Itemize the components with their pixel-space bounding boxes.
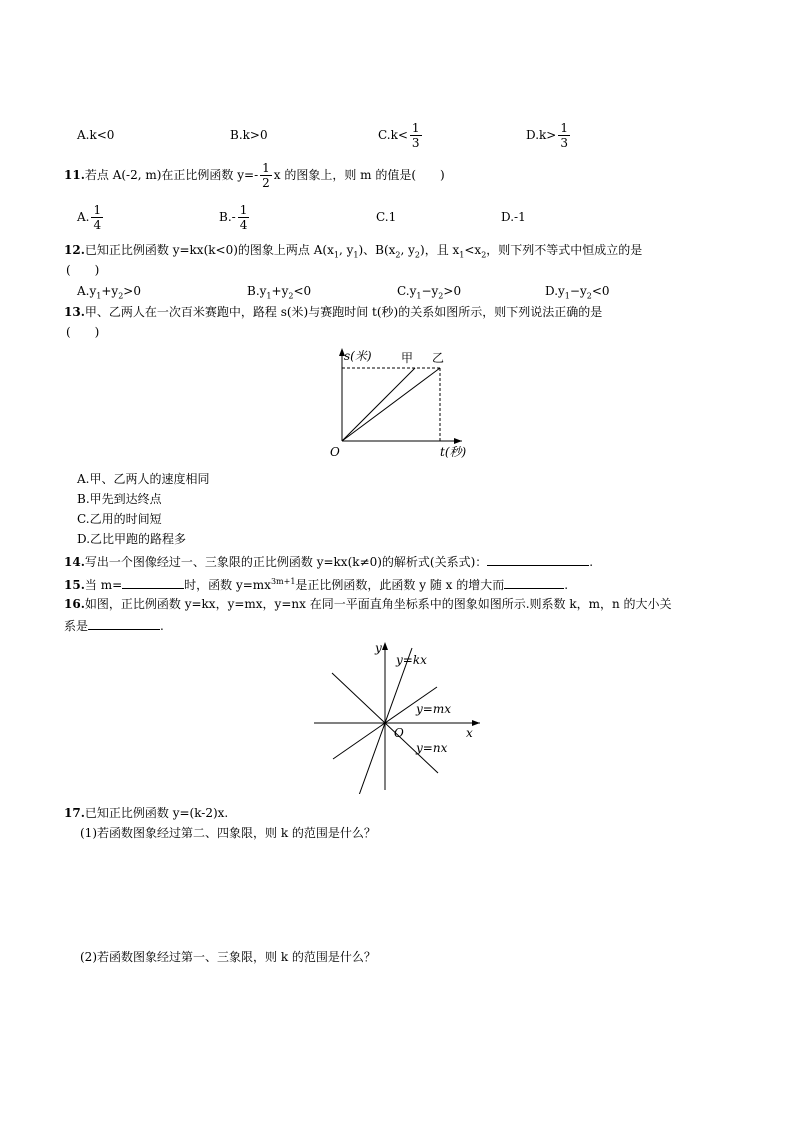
- q16-text: 系是: [64, 619, 89, 633]
- q10-option-d: [526, 117, 572, 153]
- q13-option-d: [77, 531, 186, 547]
- q13-stem-line2: [66, 324, 99, 340]
- subscript: 1: [353, 250, 359, 260]
- q11-option-a-text: A.: [77, 210, 90, 224]
- superscript: 3m+1: [270, 577, 296, 586]
- x-axis-arrow: [472, 720, 480, 726]
- q12-option-text: −y: [569, 284, 587, 298]
- y-axis-label: y: [375, 641, 382, 655]
- y-axis-label: s(米): [344, 349, 372, 363]
- q11-stem: [64, 157, 445, 193]
- q15-text: 是正比例函数，此函数 y 随 x 的增大而: [295, 578, 505, 592]
- q12-option-text: +y: [101, 284, 119, 298]
- subscript: 2: [481, 250, 487, 260]
- q11-option-a-fraction: [91, 203, 103, 232]
- q16-figure: [312, 640, 486, 794]
- q13-stem-line1: [64, 304, 602, 320]
- fraction-numerator: 1: [93, 203, 102, 217]
- q16-answer-blank[interactable]: [88, 617, 160, 630]
- q12-option-text: C.y: [397, 284, 417, 298]
- q13-text: 甲、乙两人在一次百米赛跑中，路程 s(米)与赛跑时间 t(秒)的关系如图所示，则下列说法正确的是: [84, 305, 603, 319]
- q12-option-text: A.y: [77, 284, 97, 298]
- subscript: 1: [564, 291, 570, 301]
- q10-option-b: [230, 127, 268, 143]
- q12-option-text: <0: [591, 284, 610, 298]
- q15-end-punct: .: [564, 578, 569, 592]
- q13-option-b-text: B.甲先到达终点: [77, 492, 162, 506]
- q15-m-blank[interactable]: [122, 576, 184, 589]
- fraction-denominator: 3: [560, 136, 568, 150]
- fraction-numerator: 1: [262, 161, 270, 175]
- q12-option-text: <0: [293, 284, 312, 298]
- q11-option-b-text: B.-: [219, 210, 236, 224]
- q17-text: 已知正比例函数 y=(k-2)x.: [84, 806, 229, 820]
- q12-option-a: [77, 283, 141, 304]
- q17-part-2: [80, 949, 376, 965]
- line-jia-label: 甲: [401, 351, 414, 365]
- q11-option-d-text: D.-1: [501, 210, 526, 224]
- subscript: 1: [416, 291, 422, 301]
- subscript: 1: [459, 250, 465, 260]
- q10-option-c: [378, 117, 424, 153]
- answer-paren: ( ): [66, 263, 100, 277]
- fraction-numerator: 1: [411, 121, 420, 135]
- line-jia: [342, 368, 415, 441]
- q11-option-c: [376, 209, 396, 225]
- q11-fraction: [260, 161, 272, 190]
- q13-option-c-text: C.乙用的时间短: [77, 512, 162, 526]
- q11-option-d: [501, 209, 526, 225]
- q11-option-c-text: C.1: [376, 210, 397, 224]
- q13-figure: [322, 344, 472, 462]
- line-nx-label: y=nx: [416, 741, 448, 755]
- q10-option-b-text: B.k>0: [230, 128, 268, 142]
- q12-option-text: B.y: [247, 284, 267, 298]
- fraction-numerator: 1: [239, 203, 248, 217]
- subscript: 2: [118, 291, 124, 301]
- q14-text: 写出一个图像经过一、三象限的正比例函数 y=kx(k≠0)的解析式(关系式)：: [84, 555, 488, 569]
- x-axis-arrow: [454, 438, 462, 444]
- question-number: 14.: [64, 555, 85, 569]
- subscript: 2: [414, 250, 421, 260]
- q12-text: <x: [464, 243, 482, 257]
- fraction-denominator: 4: [93, 218, 102, 232]
- line-yi-label: 乙: [432, 351, 445, 365]
- q13-option-a: [77, 471, 209, 487]
- q10-option-a: [77, 127, 114, 143]
- subscript: 2: [586, 291, 592, 301]
- q13-option-a-text: A.甲、乙两人的速度相同: [77, 472, 210, 486]
- origin-label: O: [394, 726, 404, 740]
- question-number: 13.: [64, 305, 85, 319]
- q12-option-text: +y: [271, 284, 289, 298]
- q12-option-text: >0: [443, 284, 462, 298]
- subscript: 1: [96, 291, 102, 301]
- q12-option-b: [247, 283, 311, 304]
- answer-paren: ( ): [66, 325, 100, 339]
- q13-option-b: [77, 491, 162, 507]
- q15-trend-blank[interactable]: [504, 576, 564, 589]
- q13-option-c: [77, 511, 162, 527]
- q10-option-a-text: A.k<0: [77, 128, 115, 142]
- q12-option-text: D.y: [545, 284, 565, 298]
- y-axis-arrow: [382, 642, 388, 650]
- q12-text: 已知正比例函数 y=kx(k<0)的图象上两点 A(x: [84, 243, 334, 257]
- q11-text-pre: 若点 A(-2, m)在正比例函数 y=-: [84, 168, 259, 182]
- q14-end-punct: .: [589, 555, 594, 569]
- line-mx-label: y=mx: [416, 702, 451, 716]
- q12-text: )，且 x: [420, 243, 460, 257]
- q13-option-d-text: D.乙比甲跑的路程多: [77, 532, 187, 546]
- subscript: 1: [333, 250, 339, 260]
- q15-stem: [64, 574, 568, 593]
- subscript: 2: [288, 291, 294, 301]
- fraction-denominator: 2: [262, 176, 270, 190]
- q10-option-d-fraction: [558, 121, 570, 150]
- subscript: 2: [395, 250, 401, 260]
- q14-stem: [64, 553, 593, 570]
- q10-option-c-fraction: [410, 121, 422, 150]
- subscript: 2: [438, 291, 444, 301]
- question-number: 17.: [64, 806, 85, 820]
- q14-answer-blank[interactable]: [487, 553, 589, 566]
- q12-stem-line1: [64, 242, 642, 263]
- q11-option-b: [219, 199, 251, 235]
- q15-text: 当 m=: [84, 578, 123, 592]
- q12-text: , y: [338, 243, 354, 257]
- fraction-denominator: 3: [411, 136, 420, 150]
- question-number: 11.: [64, 168, 85, 182]
- q11-option-b-fraction: [238, 203, 250, 232]
- q17-stem: [64, 805, 228, 821]
- subscript: 1: [266, 291, 272, 301]
- question-number: 12.: [64, 243, 85, 257]
- q17-part-2-text: (2)若函数图象经过第一、三象限，则 k 的范围是什么？: [80, 950, 376, 964]
- q16-text: 如图，正比例函数 y=kx，y=mx，y=nx 在同一平面直角坐标系中的图象如图所示.则系数 k，m，n 的大小关: [84, 597, 672, 611]
- q16-end-punct: .: [160, 619, 164, 633]
- q17-part-1-text: (1)若函数图象经过第二、四象限，则 k 的范围是什么？: [80, 826, 376, 840]
- q16-stem-line1: [64, 596, 672, 612]
- line-kx-label: y=kx: [396, 653, 427, 667]
- q12-option-c: [397, 283, 461, 304]
- q12-text: , y: [400, 243, 415, 257]
- q10-option-c-text: C.k<: [378, 128, 408, 142]
- q12-stem-line2: [66, 262, 99, 278]
- q10-option-d-text: D.k>: [526, 128, 557, 142]
- q12-text: )、B(x: [358, 243, 396, 257]
- q17-part-1: [80, 825, 376, 841]
- q16-stem-line2: [64, 617, 164, 634]
- q15-text: 时，函数 y=mx: [184, 578, 271, 592]
- fraction-numerator: 1: [560, 121, 568, 135]
- q11-text-post: x 的图象上，则 m 的值是( ): [273, 168, 445, 182]
- x-axis-label: t(秒): [440, 445, 467, 459]
- line-yi: [342, 368, 440, 441]
- q11-option-a: [77, 199, 105, 235]
- origin-label: O: [330, 445, 340, 459]
- q12-text: ，则下列不等式中恒成立的是: [486, 243, 643, 257]
- question-number: 15.: [64, 578, 85, 592]
- question-number: 16.: [64, 597, 85, 611]
- q12-option-text: −y: [421, 284, 439, 298]
- x-axis-label: x: [466, 726, 473, 740]
- fraction-denominator: 4: [239, 218, 248, 232]
- q12-option-text: >0: [123, 284, 141, 298]
- q12-option-d: [545, 283, 610, 304]
